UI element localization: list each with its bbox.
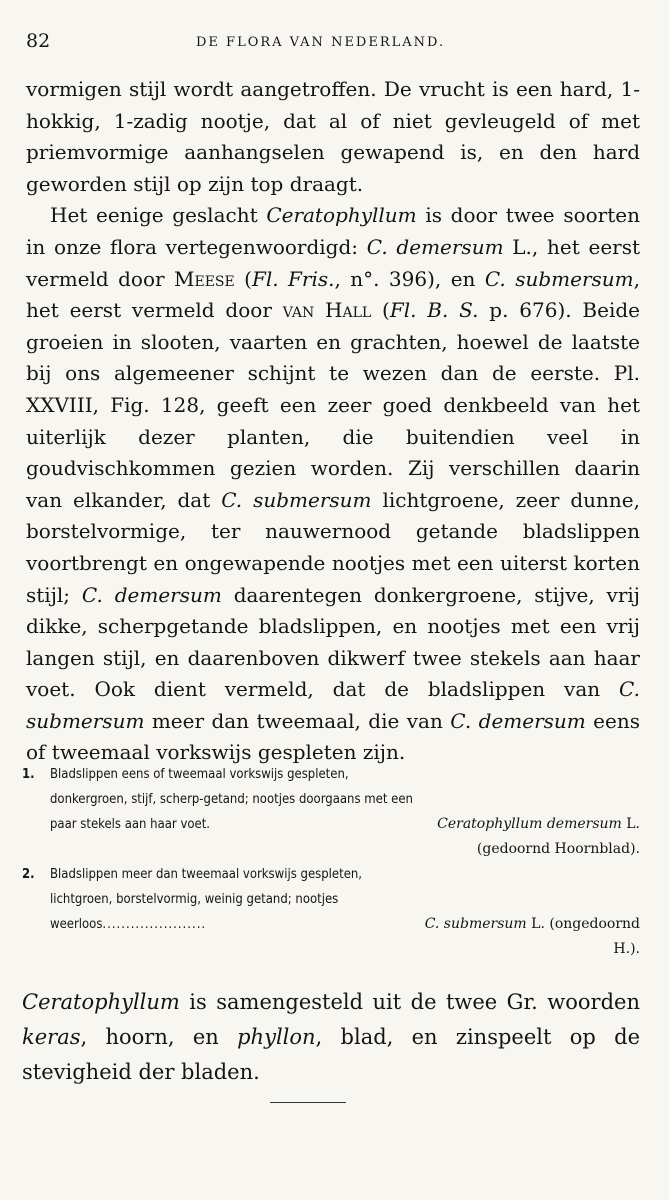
key-entry-number: 1. (22, 767, 35, 782)
text-run: ( (234, 266, 252, 291)
paragraph-genus-description (26, 200, 640, 769)
key-entry (22, 862, 640, 957)
text-run: is door twee soorten in onze flora vertegenwoordigd: (26, 203, 640, 259)
species-name: C. submersum (484, 266, 634, 291)
result-species-name: C. submersum (424, 916, 527, 932)
greek-word: keras (22, 1025, 81, 1049)
reference-title: Fl. B. S. (389, 298, 479, 323)
key-entry-common-name: (gedoornd Hoornblad). (476, 841, 640, 857)
species-name: C. submersum (26, 677, 640, 733)
paragraph-continued: vormigen stijl wordt aangetroffen. De vrucht is een hard, 1-hokkig, 1-zadig nootje, dat al of niet gevleugeld of met priemvormige aanhangselen gewapend is, en den hard geworden stijl op zijn top draagt. (26, 77, 640, 196)
etymology-note (22, 985, 640, 1090)
text-run: , hoorn, en (80, 1025, 238, 1049)
species-key (22, 762, 640, 957)
text-run: L., het eerst vermeld door (26, 234, 641, 291)
result-author: L. (621, 816, 640, 832)
text-run: meer dan tweemaal, die van (144, 708, 451, 733)
leader-dots: ...................... (102, 917, 207, 932)
text-run: p. 676). Beide groeien in slooten, vaarten en grachten, hoewel de laatste bij ons algemeener schijnt te wezen dan de eerste. Pl. XXVIII, Fig. 128, geeft een zeer goed denkbeeld van het uiterlijk dezer planten, die buitendien veel in goudvischkommen gezien worden. Zij verschillen daarin van elkander, dat (26, 298, 640, 512)
genus-name: Ceratophyllum (22, 990, 180, 1014)
greek-word: phyllon (237, 1025, 316, 1049)
result-author: L. (ongedoornd H.). (526, 916, 640, 957)
key-entry-result (410, 812, 640, 837)
text-run: ( (371, 298, 390, 323)
species-name: C. submersum (221, 487, 372, 512)
key-entry-description: Bladslippen eens of tweemaal vorkswijs gespleten, donkergroen, stijf, scherp-getand; nootjes doorgaans met een paar stekels aan haar voet. (50, 767, 413, 832)
key-entry (22, 762, 640, 862)
key-entry-text: Bladslippen meer dan tweemaal vorkswijs gespleten, lichtgroen, borstelvormig, weinig getand; nootjes weerloos (50, 867, 363, 932)
section-rule (270, 1102, 346, 1103)
page-header (26, 30, 629, 54)
author-name: Meese (174, 266, 235, 291)
reference-title: Fl. Fris. (251, 266, 335, 291)
text-run: , blad, en zinspeelt op de stevigheid der bladen. (22, 1025, 640, 1084)
text-run: , n°. 396), en (334, 266, 485, 291)
species-name: C. demersum (81, 582, 222, 607)
key-entry-description (50, 862, 422, 937)
main-text (26, 74, 640, 769)
key-entry-result (410, 912, 640, 962)
author-name: van Hall (282, 298, 372, 323)
text-run: daarentegen donkergroene, stijve, vrij dikke, scherpgetande bladslippen, en nootjes met een vrij langen stijl, en daarenboven dikwerf twee stekels aan haar voet. Ook dient vermeld, dat de bladslippen van (26, 582, 641, 702)
species-name: C. demersum (366, 234, 504, 259)
text-run: Het eenige geslacht (50, 203, 267, 228)
key-entry-number: 2. (22, 867, 35, 882)
species-name: C. demersum (450, 708, 586, 733)
text-run: lichtgroene, zeer dunne, borstelvormige, ter nauwernood getande bladslippen voortbrengt en ongewapende nootjes met een uiterst korten stijl; (26, 487, 640, 607)
result-species-name: Ceratophyllum demersum (437, 816, 622, 832)
text-run: , het eerst vermeld door (26, 266, 640, 323)
running-head: DE FLORA VAN NEDERLAND. (196, 35, 446, 50)
genus-name: Ceratophyllum (266, 203, 417, 228)
text-run: is samengesteld uit de twee Gr. woorden (179, 990, 640, 1014)
page-number: 82 (26, 30, 51, 52)
text-run: eens of tweemaal vorkswijs gespleten zijn. (26, 708, 640, 765)
